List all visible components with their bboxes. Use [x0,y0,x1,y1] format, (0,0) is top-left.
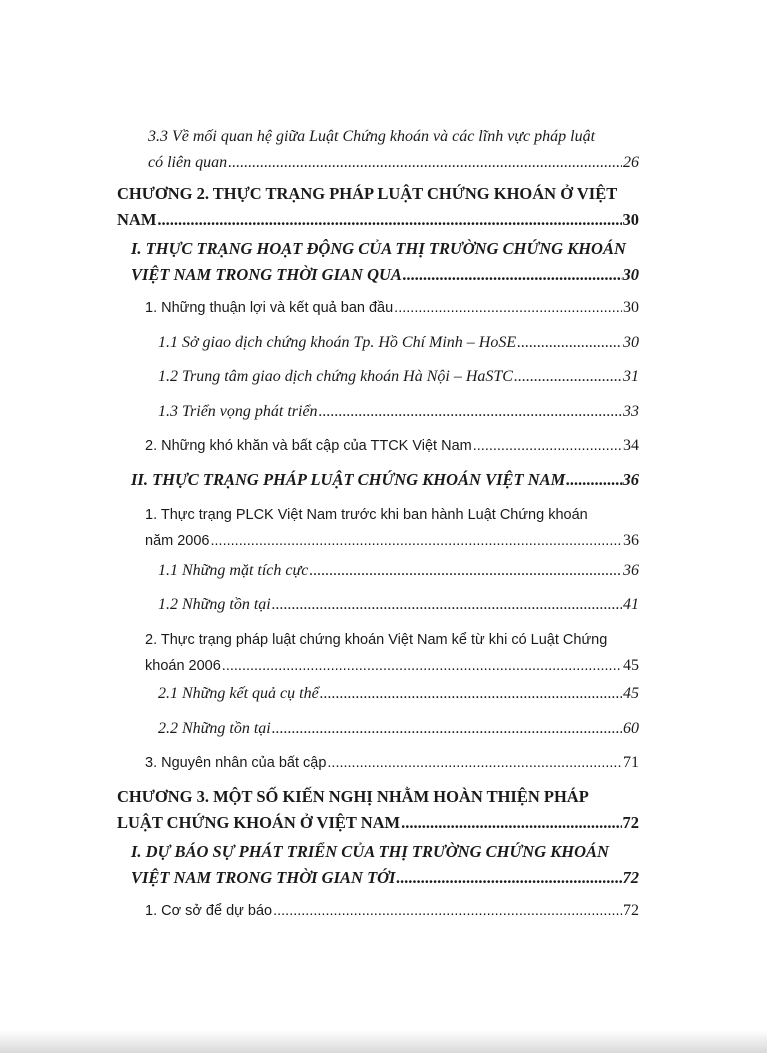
page-number: 31 [623,368,639,385]
dot-leader [319,400,622,424]
page-number: 26 [623,154,639,171]
toc-entry-title: NAM [117,210,157,229]
toc-item-2-2-2 [145,627,639,679]
toc-entry-title: khoán 2006 [145,658,221,674]
toc-subitem-2-1 [158,682,639,706]
toc-entry-title: II. THỰC TRẠNG PHÁP LUẬT CHỨNG KHOÁN VIỆT NAM [131,470,566,489]
page-number: 72 [622,813,639,832]
toc-chapter-3 [117,784,639,836]
toc-item-2-2-1 [145,502,639,554]
toc-entry-title-line1: CHƯƠNG 3. MỘT SỐ KIẾN NGHỊ NHẰM HOÀN THIỆN PHÁP [117,787,589,806]
toc-entry-title: 1. Cơ sở để dự báo [145,903,273,919]
toc-subitem-1-1 [158,331,639,355]
toc-entry-title: 2.2 Những tồn tại [158,720,271,737]
toc-entry-title: 1.2 Trung tâm giao dịch chứng khoán Hà Nội – HaSTC [158,368,513,385]
toc-entry-title: 2. Những khó khăn và bất cập của TTCK Việt Nam [145,438,472,454]
dot-leader [396,865,621,891]
toc-item-2-2-3 [145,751,639,775]
toc-entry-title-line1: I. DỰ BÁO SỰ PHÁT TRIỂN CỦA THỊ TRƯỜNG CHỨNG KHOÁN [131,842,609,861]
toc-entry-title: LUẬT CHỨNG KHOÁN Ở VIỆT NAM [117,813,401,832]
toc-entry-title-line1: I. THỰC TRẠNG HOẠT ĐỘNG CỦA THỊ TRƯỜNG CHỨNG KHOÁN [131,239,626,258]
page-number: 30 [622,265,639,284]
toc-entry-title-line1: 1. Thực trạng PLCK Việt Nam trước khi ban hành Luật Chứng khoán [145,507,588,523]
toc-entry-title: 1.1 Những mặt tích cực [158,562,309,579]
toc-entry-title: 1. Những thuận lợi và kết quả ban đầu [145,300,394,316]
toc-entry-title: năm 2006 [145,533,210,549]
toc-subitem-1-3 [158,400,639,424]
toc-item-3-1-1 [145,899,639,923]
toc-item-2-1-1 [145,296,639,320]
page-number: 30 [623,299,639,316]
toc-entry-title: 2.1 Những kết quả cụ thể [158,685,319,702]
toc-subitem-1-2b [158,593,639,617]
dot-leader [517,331,622,355]
dot-leader [327,751,622,775]
toc-entry-3-3 [148,124,639,176]
toc-entry-title-line1: CHƯƠNG 2. THỰC TRẠNG PHÁP LUẬT CHỨNG KHOÁN Ở VIỆT [117,184,618,203]
page-number: 36 [623,562,639,579]
dot-leader [157,207,621,233]
toc-entry-title: 1.3 Triển vọng phát triển [158,403,318,420]
dot-leader [222,653,622,679]
page-number: 45 [623,685,639,702]
page-number: 30 [622,210,639,229]
toc-chapter-2 [117,181,639,233]
dot-leader [309,559,622,583]
toc-section-2-2 [131,468,639,492]
page-number: 71 [623,754,639,771]
toc-entry-title: 3. Nguyên nhân của bất cập [145,755,327,771]
toc-entry-title: VIỆT NAM TRONG THỜI GIAN QUA [131,265,402,284]
page-number: 34 [623,437,639,454]
dot-leader [273,899,622,923]
page-number: 36 [623,532,639,549]
dot-leader [473,434,622,458]
dot-leader [228,150,622,176]
toc-entry-title: 1.1 Sở giao dịch chứng khoán Tp. Hồ Chí Minh – HoSE [158,334,517,351]
page-number: 72 [622,868,639,887]
toc-entry-title: 1.2 Những tồn tại [158,596,271,613]
dot-leader [320,682,622,706]
toc-entry-title: VIỆT NAM TRONG THỜI GIAN TỚI [131,868,396,887]
page-number: 72 [623,902,639,919]
page-number: 60 [623,720,639,737]
toc-item-2-1-2 [145,434,639,458]
page-number: 36 [622,470,639,489]
toc-entry-title-line1: 3.3 Về mối quan hệ giữa Luật Chứng khoán và các lĩnh vực pháp luật [148,128,596,145]
page-number: 41 [623,596,639,613]
toc-subitem-1-1b [158,559,639,583]
page-number: 45 [623,657,639,674]
page-number: 30 [623,334,639,351]
toc-subitem-2-2 [158,717,639,741]
toc-subitem-1-2 [158,365,639,389]
dot-leader [401,810,621,836]
page-number: 33 [623,403,639,420]
dot-leader [514,365,622,389]
dot-leader [403,262,622,288]
dot-leader [211,528,623,554]
toc-entry-title: có liên quan [148,154,228,171]
dot-leader [272,717,622,741]
toc-section-2-1 [131,236,639,288]
dot-leader [566,468,621,492]
dot-leader [272,593,622,617]
scan-bottom-shadow [0,1030,767,1053]
toc-entry-title-line1: 2. Thực trạng pháp luật chứng khoán Việt Nam kể từ khi có Luật Chứng [145,632,608,648]
dot-leader [394,296,622,320]
toc-section-3-1 [131,839,639,891]
